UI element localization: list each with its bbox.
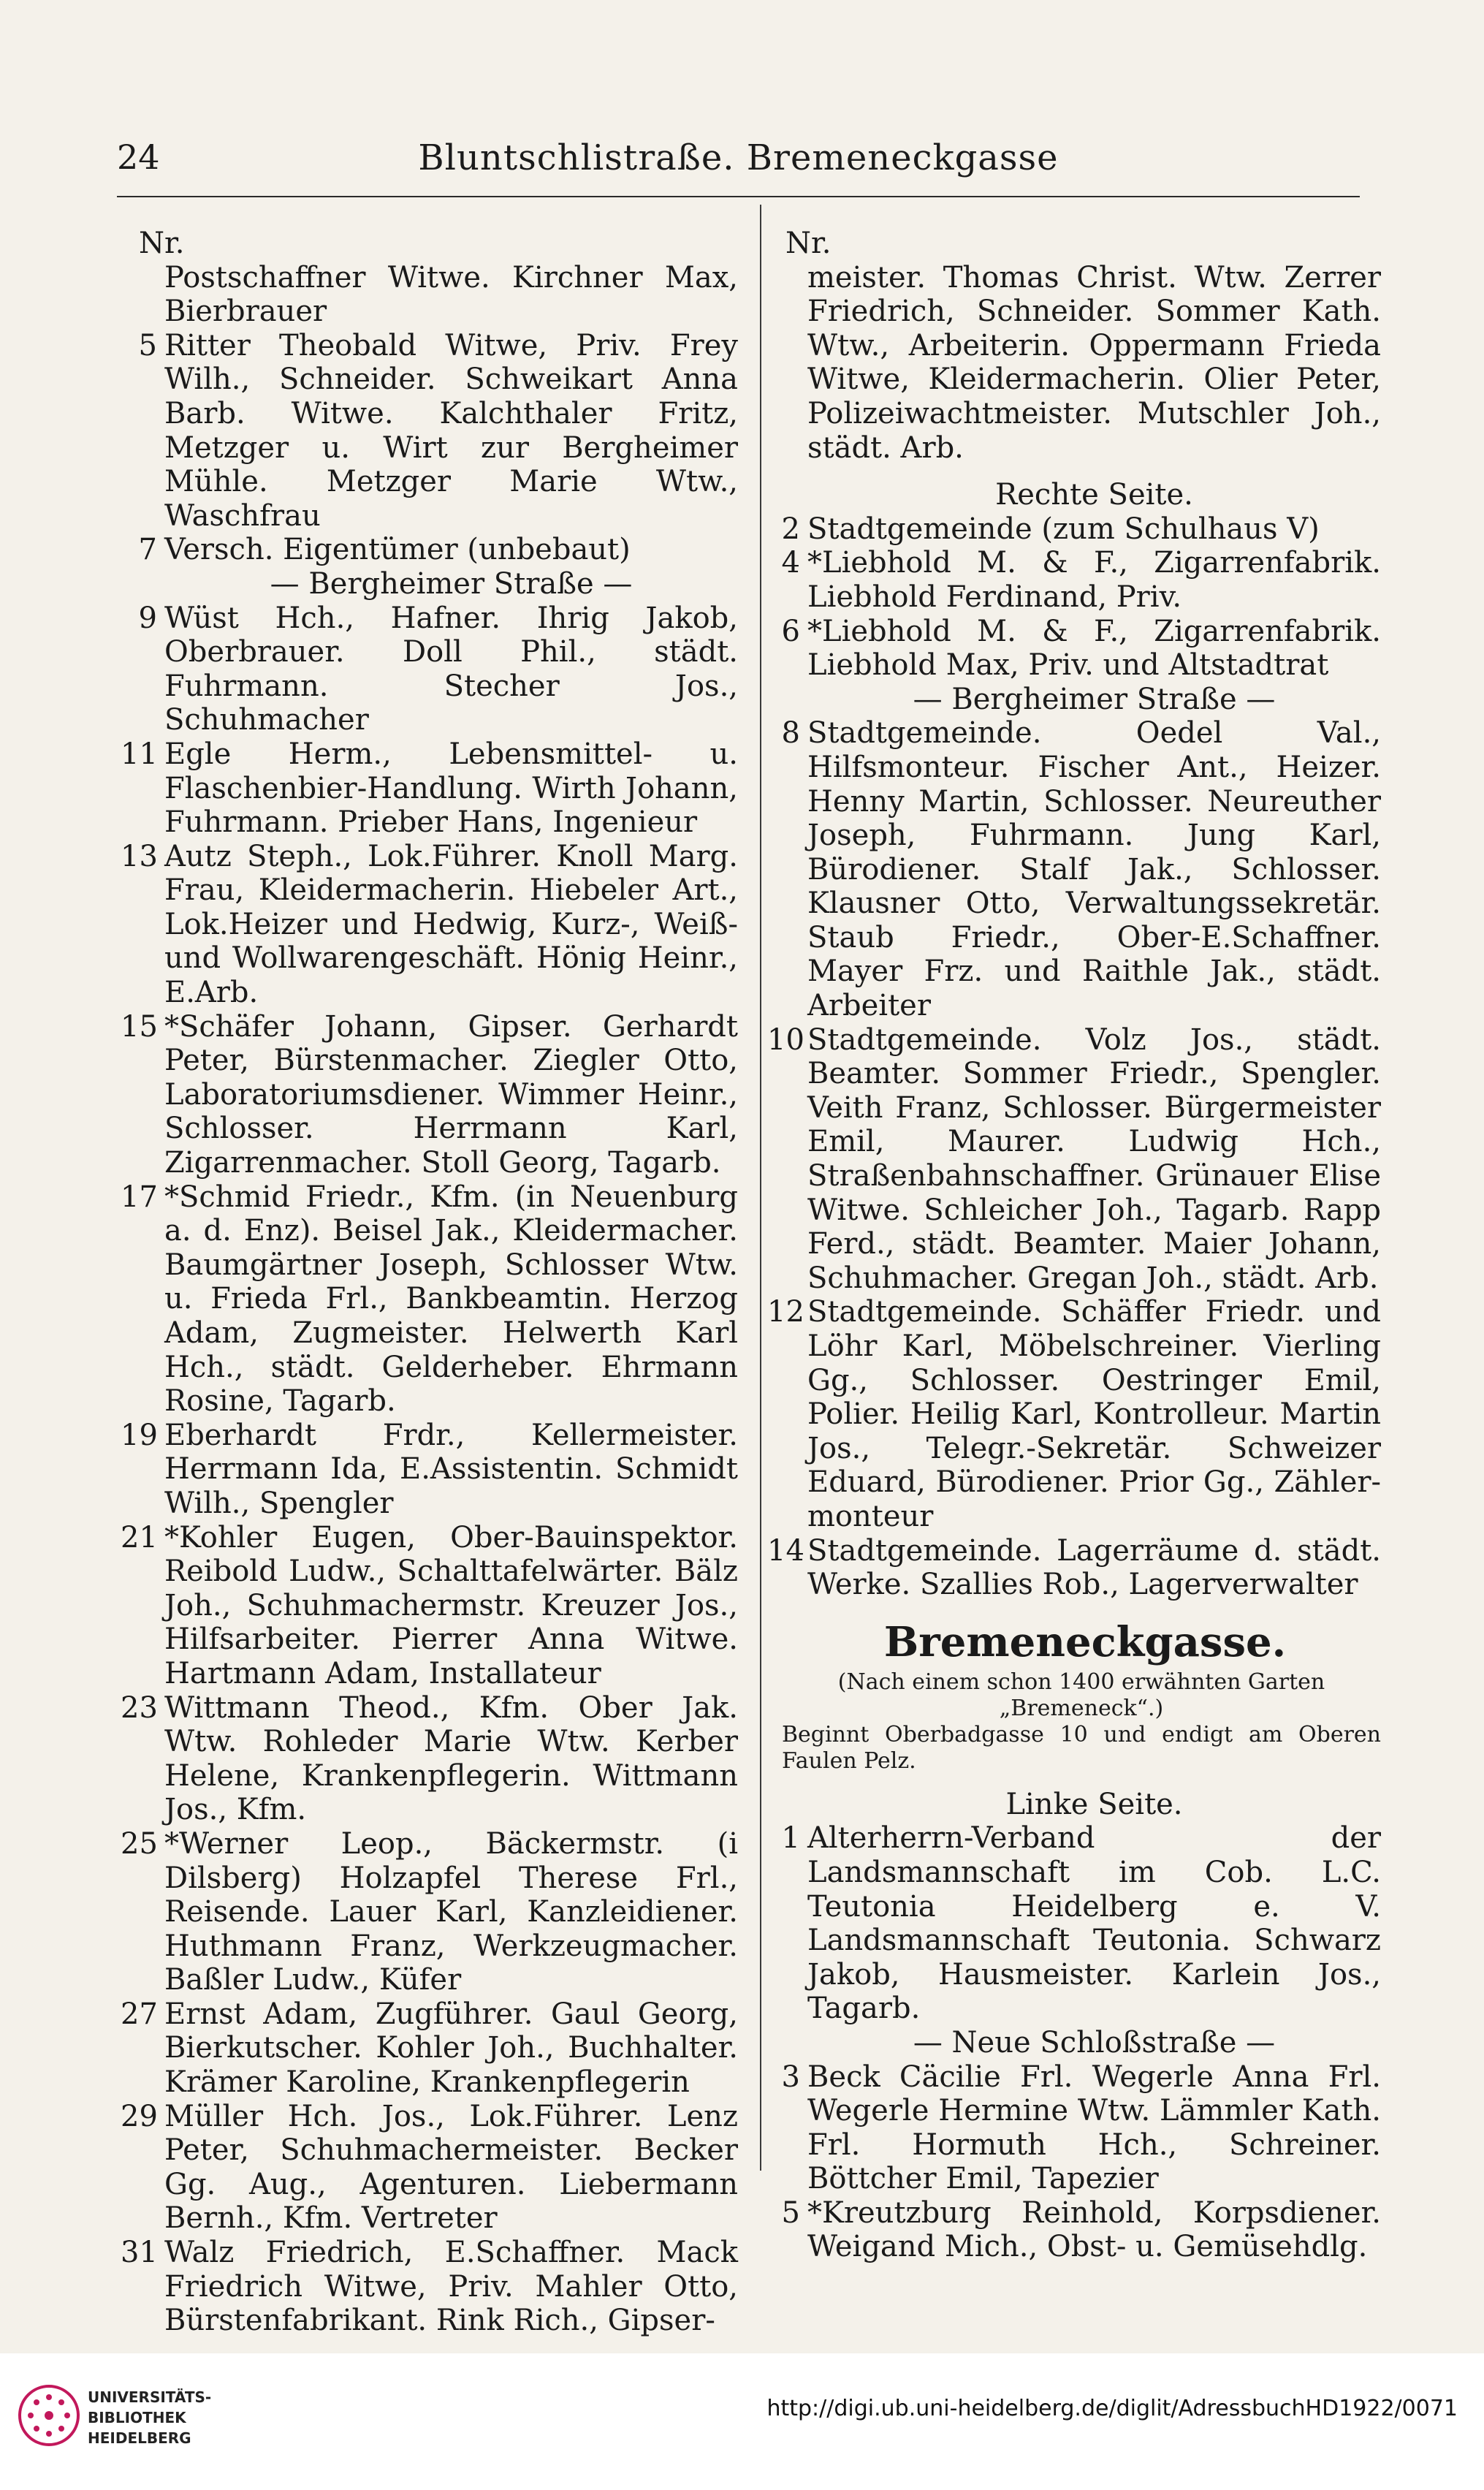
house-number: 5	[138, 328, 157, 363]
address-entry	[767, 2060, 1381, 2196]
house-number: 23	[121, 1690, 158, 1725]
address-entry	[767, 1821, 1381, 2026]
column-divider	[760, 205, 761, 2171]
house-number: 5	[781, 2195, 800, 2230]
address-entry	[767, 615, 1381, 683]
entry-text: Walz Friedrich, E.Schaffner. Mack Friedrich Witwe, Priv. Mahler Otto, Bürstenfabrikant. Rink Rich., Gipser-	[164, 2236, 738, 2338]
address-entry	[767, 546, 1381, 614]
address-entry	[121, 1180, 738, 1419]
section-course: Beginnt Oberbadgasse 10 und endigt am Oberen Faulen Pelz.	[782, 1721, 1381, 1774]
continued-entry: Postschaffner Witwe. Kirchner Max, Bierbrauer	[164, 260, 738, 329]
house-number: 25	[121, 1826, 158, 1861]
entry-text: Stadtgemeinde. Oedel Val., Hilfsmonteur. Fischer Ant., Heizer. Henny Martin, Schlosser. Neureuther Joseph, Fuhrmann. Jung Karl, Bürodiener. Stalf Jak., Schlosser. Klausner Otto, Verwaltungssekretär. Staub Friedr., Ober-E.Schaffner. Mayer Frz. und Raithle Jak., städt. Arbeiter	[807, 716, 1381, 1023]
library-logo-icon	[16, 2383, 82, 2448]
address-entry	[767, 1534, 1381, 1602]
house-number: 31	[121, 2236, 158, 2270]
house-number: 21	[121, 1520, 158, 1555]
entries-group	[121, 601, 738, 2338]
entries-group	[767, 512, 1381, 683]
entry-text: *Liebhold M. & F., Zigarrenfabrik. Liebhold Ferdinand, Priv.	[807, 546, 1381, 614]
house-number: 9	[138, 601, 157, 635]
entry-text: Stadtgemeinde (zum Schulhaus V)	[807, 512, 1320, 546]
entry-text: *Kohler Eugen, Ober-Bauinspektor. Reibold Ludw., Schalttafelwärter. Bälz Joh., Schuhmachermstr. Kreuzer Jos., Hilfsarbeiter. Pierrer Anna Witwe. Hartmann Adam, Installateur	[164, 1520, 738, 1690]
section-note: (Nach einem schon 1400 erwähnten Garten „Bremeneck“.)	[837, 1669, 1325, 1721]
entries-group	[767, 2060, 1381, 2265]
address-entry	[121, 1827, 738, 1997]
house-number: 14	[767, 1533, 804, 1568]
entry-text: Versch. Eigentümer (unbebaut)	[164, 533, 631, 567]
house-number: 29	[121, 2099, 158, 2133]
house-number: 1	[781, 1821, 800, 1856]
address-entry	[767, 2196, 1381, 2264]
entry-text: Autz Steph., Lok.Führer. Knoll Marg. Frau, Kleidermacherin. Hiebeler Art., Lok.Heizer und Hedwig, Kurz-, Weiß- und Wollwarengeschäft. Hönig Heinr., E.Arb.	[164, 839, 738, 1010]
entries-group	[767, 1821, 1381, 2026]
house-number: 4	[781, 546, 800, 580]
entry-text: *Kreutzburg Reinhold, Korpsdiener. Weigand Mich., Obst- u. Gemüsehdlg.	[807, 2195, 1381, 2264]
cross-street: — Neue Schloßstraße —	[913, 2025, 1276, 2060]
footer-bar	[0, 2353, 1484, 2490]
address-entry	[121, 840, 738, 1010]
entry-text: *Schmid Friedr., Kfm. (in Neuenburg a. d. Enz). Beisel Jak., Kleidermacher. Baumgärtner Joseph, Schlosser Wtw. u. Frieda Frl., Bankbeamtin. Herzog Adam, Zugmeister. Helwerth Karl Hch., städt. Gelderheber. Ehrmann Rosine, Tagarb.	[164, 1180, 738, 1419]
house-number: 8	[781, 716, 800, 751]
cross-street: — Bergheimer Straße —	[913, 682, 1276, 716]
address-entry	[767, 512, 1381, 547]
address-entry	[121, 2236, 738, 2338]
house-number: 19	[121, 1418, 158, 1452]
entry-text: *Liebhold M. & F., Zigarrenfabrik. Liebhold Max, Priv. und Altstadtrat	[807, 614, 1381, 683]
house-number: 10	[767, 1022, 804, 1057]
entry-text: *Schäfer Johann, Gipser. Gerhardt Peter, Bürstenmacher. Ziegler Otto, Laboratoriumsdiener. Wimmer Heinr., Schlosser. Herrmann Karl, Zigarrenmacher. Stoll Georg, Tagarb.	[164, 1009, 738, 1180]
entry-text: Beck Cäcilie Frl. Wegerle Anna Frl. Wegerle Hermine Wtw. Lämmler Kath. Frl. Hormuth Hch., Schreiner. Böttcher Emil, Tapezier	[807, 2060, 1381, 2196]
address-entry	[767, 1023, 1381, 1296]
entry-text: Müller Hch. Jos., Lok.Führer. Lenz Peter, Schuhmachermeister. Becker Gg. Aug., Agenturen. Liebermann Bernh., Kfm. Vertreter	[164, 2099, 738, 2236]
address-entry	[767, 716, 1381, 1022]
address-entry	[767, 1295, 1381, 1533]
address-entry	[121, 1010, 738, 1180]
house-number: 15	[121, 1009, 158, 1044]
header-rule	[117, 196, 1360, 197]
cross-street: — Bergheimer Straße —	[270, 566, 633, 601]
section-title: Bremeneckgasse.	[883, 1617, 1287, 1666]
entry-text: Stadtgemeinde. Schäffer Friedr. und Löhr Karl, Möbelschreiner. Vierling Gg., Schlosser. Oestringer Emil, Polier. Heilig Karl, Kontrolleur. Martin Jos., Telegr.-Sekretär. Schweizer Eduard, Bürodiener. Prior Gg., Zähler-monteur	[807, 1295, 1381, 1533]
address-entry	[121, 1521, 738, 1691]
house-number: 3	[781, 2060, 800, 2094]
entry-text: Alterherrn-Verband der Landsmannschaft im Cob. L.C. Teutonia Heidelberg e. V. Landsmannschaft Teutonia. Schwarz Jakob, Hausmeister. Karlein Jos., Tagarb.	[807, 1821, 1381, 2026]
house-number: 17	[121, 1180, 158, 1214]
entry-text: Stadtgemeinde. Lagerräume d. städt. Werke. Szallies Rob., Lagerverwalter	[807, 1533, 1381, 1602]
address-entry	[121, 737, 738, 840]
side-heading: Linke Seite.	[1005, 1787, 1183, 1821]
entry-text: Ernst Adam, Zugführer. Gaul Georg, Bierkutscher. Kohler Joh., Buchhalter. Krämer Karoline, Krankenpflegerin	[164, 1997, 738, 2100]
address-entry	[121, 601, 738, 737]
entry-text: Eberhardt Frdr., Kellermeister. Herrmann Ida, E.Assistentin. Schmidt Wilh., Spengler	[164, 1418, 738, 1520]
entry-text: Wittmann Theod., Kfm. Ober Jak. Wtw. Rohleder Marie Wtw. Kerber Helene, Krankenpflegerin. Wittmann Jos., Kfm.	[164, 1690, 738, 1827]
source-url-link[interactable]: http://digi.ub.uni-heidelberg.de/diglit/AdressbuchHD1922/0071	[766, 2396, 1458, 2421]
address-entry	[121, 1691, 738, 1827]
right-column	[767, 227, 1381, 2264]
address-entry	[121, 1419, 738, 1521]
continued-entry: meister. Thomas Christ. Wtw. Zerrer Friedrich, Schneider. Sommer Kath. Wtw., Arbeiterin. Oppermann Frieda Witwe, Kleidermacherin. Olier Peter, Polizeiwachtmeister. Mutschler Joh., städt. Arb.	[807, 260, 1381, 465]
address-entry	[121, 533, 738, 567]
entry-text: *Werner Leop., Bäckermstr. (i Dilsberg) Holzapfel Therese Frl., Reisende. Lauer Karl, Kanzleidiener. Huthmann Franz, Werkzeugmacher. Baßler Ludw., Küfer	[164, 1826, 738, 1997]
left-column	[121, 227, 738, 2338]
entries-group	[767, 716, 1381, 1601]
address-entry	[121, 1997, 738, 2100]
address-entry	[121, 2100, 738, 2236]
house-number: 7	[138, 533, 157, 567]
entries-group	[121, 329, 738, 567]
entry-text: Ritter Theobald Witwe, Priv. Frey Wilh., Schneider. Schweikart Anna Barb. Witwe. Kalchthaler Fritz, Metzger u. Wirt zur Bergheimer Mühle. Metzger Marie Wtw., Waschfrau	[164, 328, 738, 533]
library-name: UNIVERSITÄTS- BIBLIOTHEK HEIDELBERG	[88, 2388, 212, 2447]
house-number: 27	[121, 1997, 158, 2031]
house-number: 12	[767, 1295, 804, 1329]
running-header	[117, 137, 1360, 184]
entry-text: Egle Herm., Lebensmittel- u. Flaschenbier-Handlung. Wirth Johann, Fuhrmann. Prieber Hans, Ingenieur	[164, 737, 738, 840]
nr-label: Nr.	[785, 227, 832, 260]
house-number: 2	[781, 512, 800, 546]
address-entry	[121, 329, 738, 534]
page-number: 24	[117, 137, 160, 177]
house-number: 11	[121, 737, 158, 771]
house-number: 6	[781, 614, 800, 648]
nr-label: Nr.	[139, 227, 185, 260]
entry-text: Stadtgemeinde. Volz Jos., städt. Beamter. Sommer Friedr., Spengler. Veith Franz, Schlosser. Bürgermeister Emil, Maurer. Ludwig Hch., Straßenbahnschaffner. Grünauer Elise Witwe. Schleicher Joh., Tagarb. Rapp Ferd., städt. Beamter. Maier Johann, Schuhmacher. Gregan Joh., städt. Arb.	[807, 1022, 1381, 1295]
side-heading: Rechte Seite.	[995, 478, 1193, 512]
running-title: Bluntschlistraße. Bremeneckgasse	[418, 137, 1059, 178]
entry-text: Wüst Hch., Hafner. Ihrig Jakob, Oberbrauer. Doll Phil., städt. Fuhrmann. Stecher Jos., Schuhmacher	[164, 601, 738, 737]
house-number: 13	[121, 839, 158, 873]
